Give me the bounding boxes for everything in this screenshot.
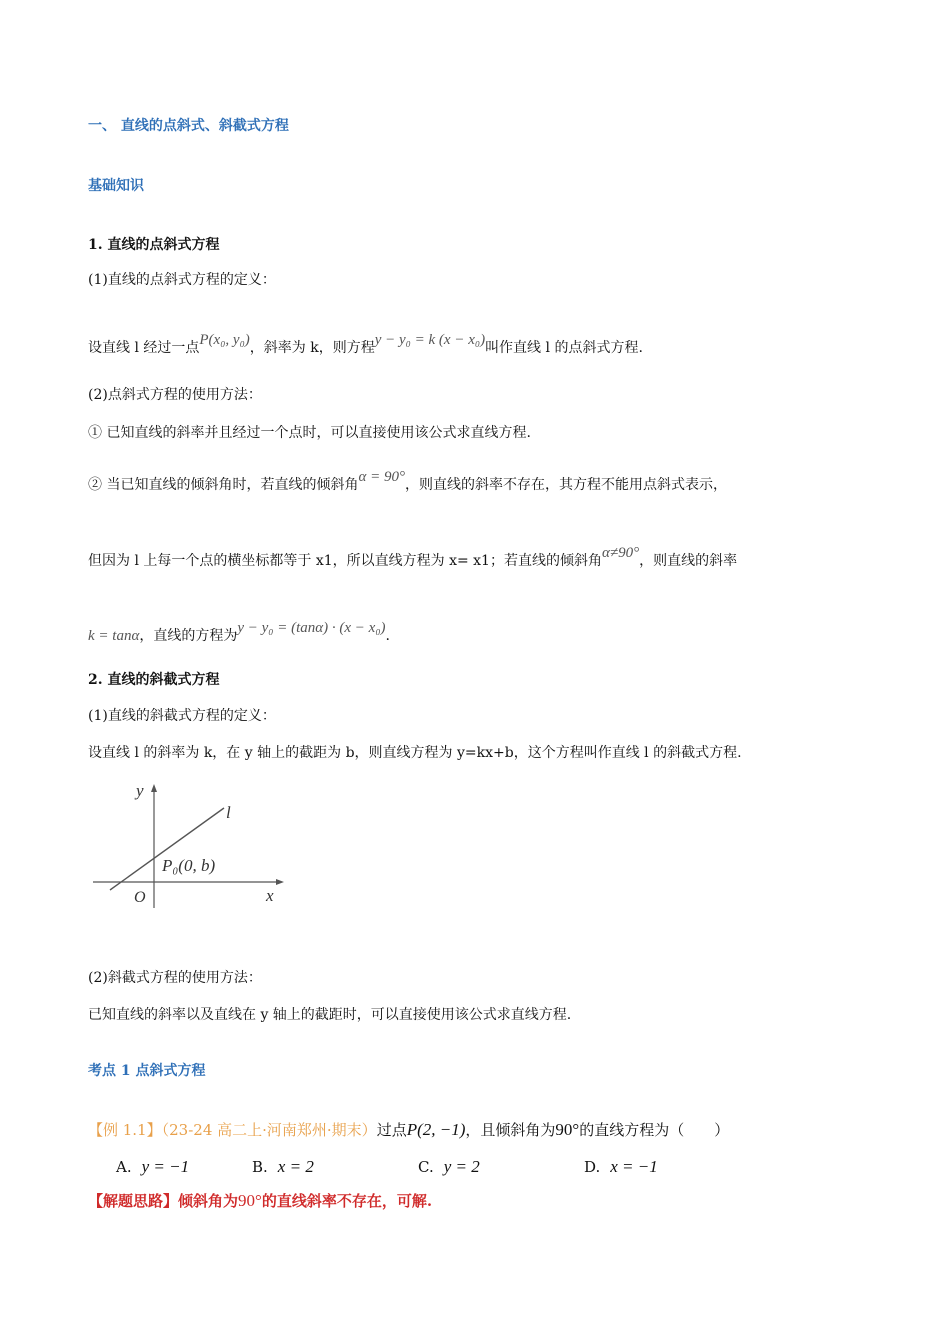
s1-use-1: ① 已知直线的斜率并且经过一个点时，可以直接使用该公式求直线方程. [88, 425, 531, 441]
y-axis-arrow [151, 784, 157, 792]
point-label: P₀(0, b) [162, 856, 216, 875]
k-tan-formula: k = tanα [88, 628, 140, 644]
option-d-label: D. [584, 1158, 601, 1176]
option-d-value: x = −1 [610, 1157, 658, 1176]
s2-def-label: (1)直线的斜截式方程的定义： [88, 708, 276, 724]
s1-use-4-text: ，直线的方程为 [139, 628, 238, 644]
s1-def-text-a: 设直线 l 经过一点 [88, 340, 200, 356]
x-axis-arrow [276, 879, 284, 885]
s1-heading: 1. 直线的点斜式方程 [88, 237, 220, 253]
example-text-a: 过点 [376, 1121, 407, 1139]
s1-use-3b: ，则直线的斜率 [639, 553, 738, 569]
hint-tag: 【解题思路】 [88, 1192, 179, 1210]
origin-label: O [134, 889, 146, 906]
alpha-90-formula: α = 90° [358, 469, 405, 485]
basic-knowledge-heading: 基础知识 [88, 178, 144, 194]
s1-use-2b: ，则直线的斜率不存在，其方程不能用点斜式表示， [404, 477, 727, 493]
example-question [88, 1120, 729, 1140]
hint-text-b: 的直线斜率不存在，可解. [261, 1192, 433, 1210]
s2-def-text: 设直线 l 的斜率为 k，在 y 轴上的截距为 b，则直线方程为 y=kx+b，这个方程叫作直线 l 的斜截式方程. [88, 745, 742, 761]
option-b-value: x = 2 [277, 1157, 314, 1176]
option-d[interactable] [584, 1157, 658, 1177]
example-text-b: ，且倾斜角为 [465, 1121, 556, 1139]
s2-use-text: 已知直线的斜率以及直线在 y 轴上的截距时，可以直接使用该公式求直线方程. [88, 1007, 572, 1023]
hint-text-a: 倾斜角为 [178, 1192, 239, 1210]
option-c-value: y = 2 [443, 1157, 480, 1176]
point-slope-formula: y − y₀ = k (x − x₀) [374, 332, 486, 348]
section-title: 一、 直线的点斜式、斜截式方程 [88, 118, 289, 134]
line-label: l [226, 803, 231, 822]
s1-use-4 [88, 620, 390, 646]
slope-intercept-figure [88, 778, 288, 913]
option-c[interactable] [418, 1157, 480, 1177]
hint-angle: 90° [238, 1191, 262, 1210]
s1-use-label: (2)点斜式方程的使用方法： [88, 387, 262, 403]
s2-use-label: (2)斜截式方程的使用方法： [88, 970, 262, 986]
option-a[interactable] [116, 1157, 189, 1177]
option-b[interactable] [252, 1157, 314, 1177]
s1-use-2a: ② 当已知直线的倾斜角时，若直线的倾斜角 [88, 477, 359, 493]
example-text-c: 的直线方程为（ ） [579, 1121, 730, 1139]
s1-use-3a: 但因为 l 上每一个点的横坐标都等于 x1，所以直线方程为 x= x1；若直线的倾斜角 [88, 553, 602, 569]
s2-heading: 2. 直线的斜截式方程 [88, 672, 220, 688]
s1-use-2 [88, 469, 727, 495]
example-source: （23-24 高二上·河南郑州·期末） [161, 1121, 377, 1139]
example-angle: 90° [555, 1120, 580, 1139]
kaodian-heading: 考点 1 点斜式方程 [88, 1063, 206, 1079]
option-a-value: y = −1 [141, 1157, 190, 1176]
line-l [110, 808, 224, 890]
option-b-label: B. [252, 1158, 268, 1176]
y-axis-label: y [136, 781, 144, 800]
s1-def-text-b: ，斜率为 k，则方程 [249, 340, 375, 356]
example-tag: 【例 1.1】 [88, 1121, 162, 1139]
s1-def-label: (1)直线的点斜式方程的定义： [88, 272, 276, 288]
solution-hint [88, 1191, 432, 1211]
option-c-label: C. [418, 1158, 434, 1176]
alpha-not-90-formula: α≠90° [601, 545, 640, 561]
s1-def-line [88, 332, 643, 358]
s1-def-text-c: 叫作直线 l 的点斜式方程. [485, 340, 643, 356]
x-axis-label: x [266, 886, 274, 905]
point-formula: P(x₀, y₀) [199, 332, 250, 348]
option-a-label: A. [116, 1158, 132, 1176]
s1-use-4-end: . [385, 628, 390, 644]
example-point: P(2, −1) [406, 1120, 466, 1139]
s1-use-3 [88, 545, 738, 571]
tan-line-formula: y − y₀ = (tanα) · (x − x₀) [237, 620, 386, 636]
